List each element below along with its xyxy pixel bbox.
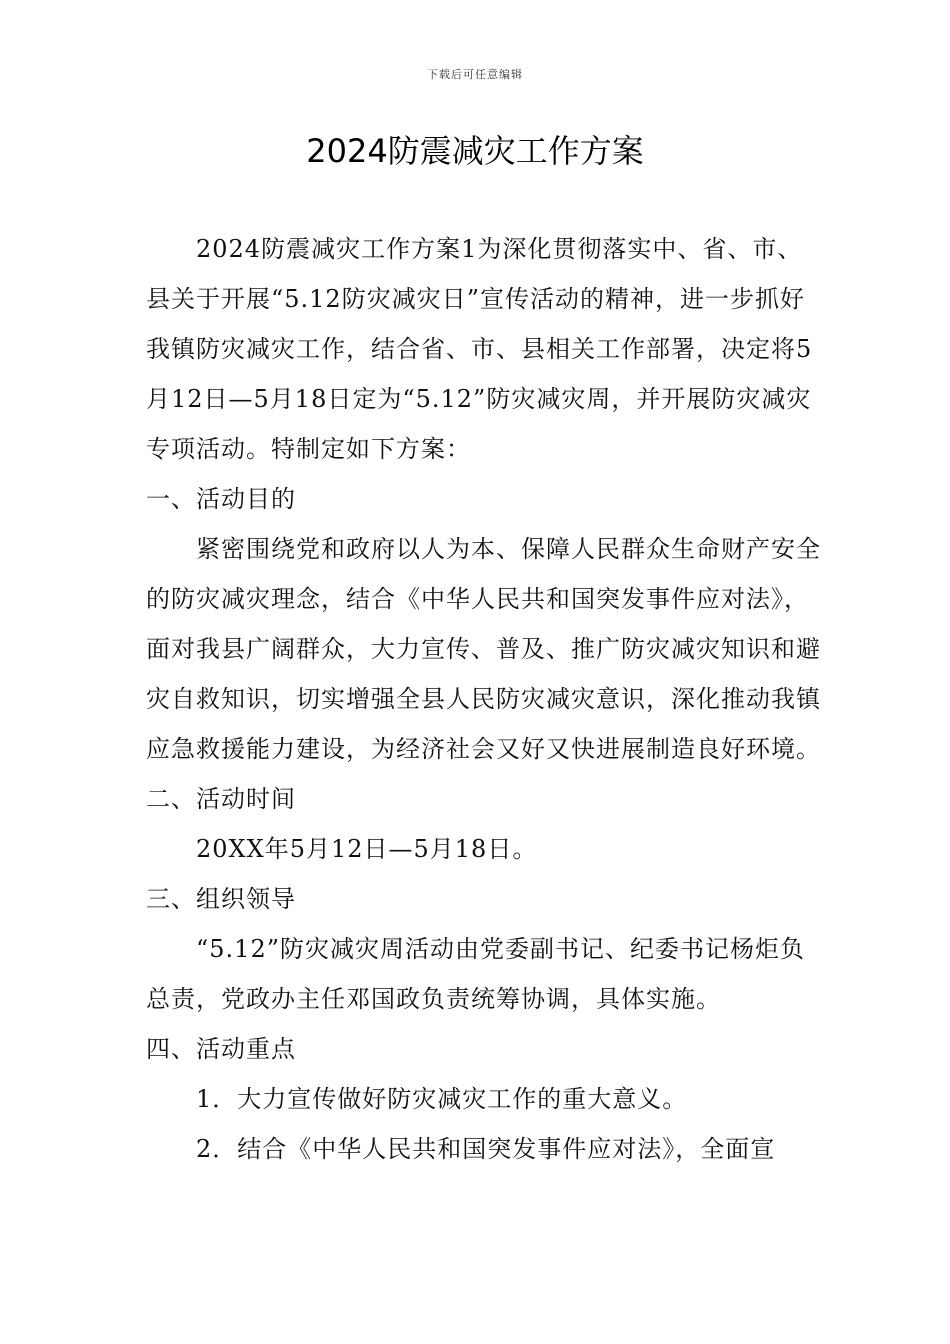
section-heading-focus: 四、活动重点 [146, 1035, 296, 1063]
section-heading-leadership: 三、组织领导 [146, 885, 296, 913]
header-note: 下载后可任意编辑 [427, 68, 523, 81]
section-heading-time: 二、活动时间 [146, 785, 296, 813]
section-heading-purpose: 一、活动目的 [146, 485, 296, 513]
leadership-paragraph: “5.12”防灾减灾周活动由党委副书记、纪委书记杨炬负总责，党政办主任邓国政负责统筹协调，具体实施。 [146, 935, 805, 1013]
time-paragraph: 20XX年5月12日—5月18日。 [196, 835, 538, 863]
purpose-paragraph: 紧密围绕党和政府以人为本、保障人民群众生命财产安全的防灾减灾理念，结合《中华人民共和国突发事件应对法》，面对我县广阔群众，大力宣传、普及、推广防灾减灾知识和避灾自救知识，切实增强全县人民防灾减灾意识，深化推动我镇应急救援能力建设，为经济社会又好又快进展制造良好环境。 [146, 535, 821, 763]
intro-paragraph: 2024防震减灾工作方案1为深化贯彻落实中、省、市、县关于开展“5.12防灾减灾日”宣传活动的精神，进一步抓好我镇防灾减灾工作，结合省、市、县相关工作部署，决定将5月12日—5月18日定为“5.12”防灾减灾周，并开展防灾减灾专项活动。特制定如下方案： [146, 235, 813, 463]
focus-item-1: 1．大力宣传做好防灾减灾工作的重大意义。 [196, 1085, 688, 1113]
focus-item-2: 2．结合《中华人民共和国突发事件应对法》，全面宣 [196, 1135, 776, 1163]
document-body [146, 224, 826, 1174]
document-title: 2024防震减灾工作方案 [306, 132, 644, 170]
